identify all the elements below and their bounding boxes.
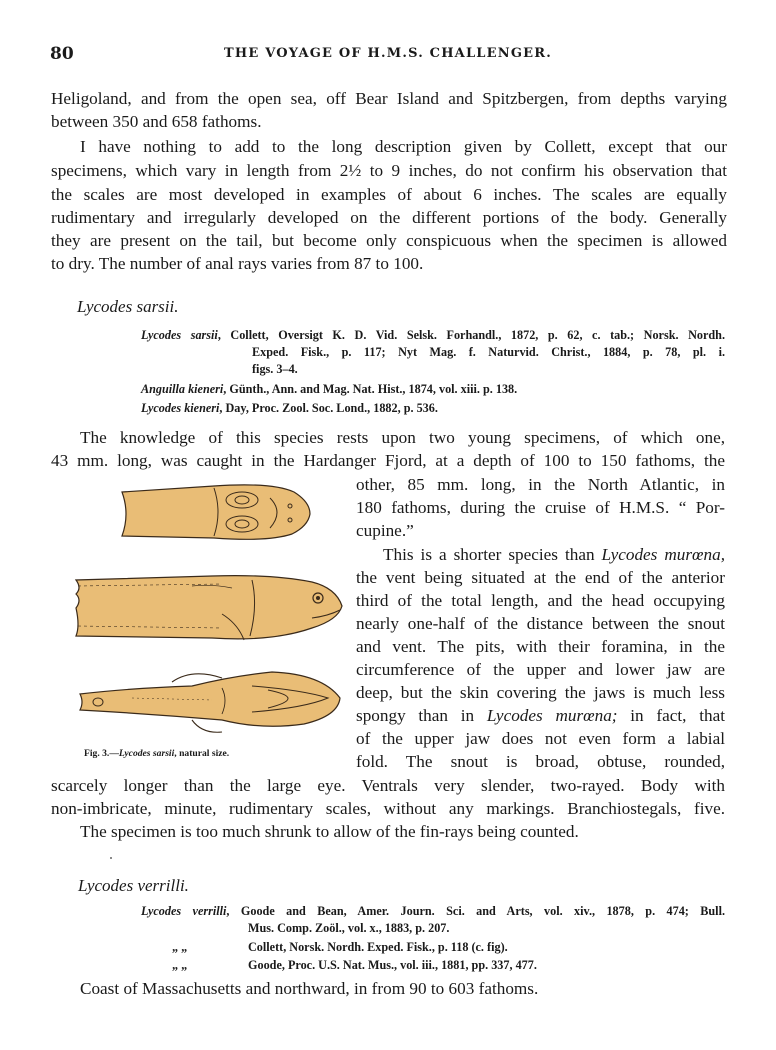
synonym-verrilli-2: Collett, Norsk. Nordh. Exped. Fisk., p. 118 (c. fig).: [248, 940, 508, 954]
sarsii-text-9: nearly one-half of the distance between the snout: [356, 614, 725, 633]
sarsii-text-17: non-imbricate, minute, rudimentary scales, without any markings. Branchiostegals, five.: [51, 799, 725, 818]
synonym-verrilli-1-cont: Mus. Comp. Zoöl., vol. x., 1883, p. 207.: [248, 921, 450, 935]
synonym-verrilli-1: [141, 902, 725, 920]
synonym-text: , Day, Proc. Zool. Soc. Lond., 1882, p. 536.: [219, 401, 438, 415]
sarsii-text-2: 43 mm. long, was caught in the Hardanger Fjord, at a depth of 100 to 150 fathoms, the: [51, 451, 725, 470]
sarsii-text-13i: Lycodes murœna;: [486, 706, 618, 725]
sarsii-text-7: the vent being situated at the end of the anterior: [356, 568, 725, 587]
synonym-verrilli-3: Goode, Proc. U.S. Nat. Mus., vol. iii., 1881, pp. 337, 477.: [248, 958, 537, 972]
sarsii-text-11: circumference of the upper and lower jaw are: [356, 660, 725, 679]
sarsii-text-4: 180 fathoms, during the cruise of H.M.S. “ Por-: [356, 498, 725, 517]
fraction-half: ½: [348, 161, 362, 180]
intro-line-4a: specimens, which vary in length from 2: [51, 161, 349, 180]
sarsii-text-5: cupine.”: [356, 521, 414, 540]
synonym-sarsii-1-cont: Exped. Fisk., p. 117; Nyt Mag. f. Naturvid. Christ., 1884, p. 78, pl. i.: [252, 345, 725, 359]
intro-line-4: [51, 160, 727, 182]
sarsii-text-12: deep, but the skin covering the jaws is much less: [356, 683, 725, 702]
sarsii-text-6: [383, 544, 725, 566]
sarsii-text-8: third of the total length, and the head occupying: [356, 591, 725, 610]
sarsii-text-18: The specimen is too much shrunk to allow of the fin-rays being counted.: [80, 822, 579, 841]
running-head: THE VOYAGE OF H.M.S. CHALLENGER.: [224, 46, 552, 61]
figure-caption: [84, 748, 229, 759]
synonym-text: , Goode and Bean, Amer. Journ. Sci. and Arts, vol. xiv., 1878, p. 474; Bull.: [226, 904, 726, 918]
synonym-sarsii-1-cont2: figs. 3–4.: [252, 362, 298, 376]
synonym-text: , Collett, Oversigt K. D. Vid. Selsk. Forhandl., 1872, p. 62, c. tab.; Norsk. Nordh.: [217, 328, 725, 342]
fish-dorsal-view: [122, 485, 310, 539]
intro-line-1: Heligoland, and from the open sea, off Bear Island and Spitzbergen, from depths varying: [51, 89, 727, 108]
verrilli-distribution: Coast of Massachusetts and northward, in from 90 to 603 fathoms.: [80, 979, 539, 998]
sarsii-text-14: of the upper jaw does not even form a labial: [356, 729, 725, 748]
sarsii-text-13b: in fact, that: [617, 706, 725, 725]
fish-figure: [72, 476, 348, 744]
sarsii-text-10: and vent. The pits, with their foramina, in the: [356, 637, 725, 656]
ditto-mark-2: „ „: [172, 958, 188, 972]
intro-line-4b: to 9 inches, do not confirm his observation that: [361, 161, 727, 180]
fish-ventral-view: [80, 672, 340, 732]
synonym-name: Lycodes sarsii: [141, 328, 218, 342]
caption-rest: , natural size.: [174, 748, 230, 759]
synonym-name: Anguilla kieneri: [141, 382, 224, 396]
intro-line-7: they are present on the tail, but become only conspicuous when the specimen is allowed: [51, 231, 727, 250]
caption-species: Lycodes sarsii: [118, 748, 175, 759]
sarsii-text-1: The knowledge of this species rests upon two young specimens, of which one,: [80, 428, 725, 447]
sarsii-text-6i: Lycodes murœna,: [601, 545, 725, 564]
species-heading-sarsii: Lycodes sarsii.: [77, 297, 179, 316]
synonym-name: Lycodes verrilli: [141, 904, 227, 918]
page-number: 80: [50, 44, 74, 64]
intro-line-6: rudimentary and irregularly developed on the different portions of the body. Generally: [51, 208, 727, 227]
synonym-name: Lycodes kieneri: [141, 401, 220, 415]
synonym-text: , Günth., Ann. and Mag. Nat. Hist., 1874, vol. xiii. p. 138.: [223, 382, 518, 396]
caption-fig: Fig. 3.—: [84, 748, 119, 759]
intro-line-8: to dry. The number of anal rays varies from 87 to 100.: [51, 254, 424, 273]
sarsii-text-6a: This is a shorter species than: [383, 545, 602, 564]
intro-line-3: I have nothing to add to the long description given by Collett, except that our: [80, 137, 727, 156]
ditto-mark-1: „ „: [172, 940, 188, 954]
fish-lateral-view: [76, 576, 342, 640]
sarsii-text-13: [356, 705, 725, 727]
synonym-sarsii-2: [141, 380, 517, 398]
sarsii-text-16: scarcely longer than the large eye. Ventrals very slender, two-rayed. Body with: [51, 776, 725, 795]
synonym-sarsii-3: [141, 399, 438, 417]
stray-mark: [110, 857, 112, 859]
sarsii-text-15: fold. The snout is broad, obtuse, rounded,: [356, 752, 725, 771]
synonym-sarsii-1: [141, 326, 725, 344]
intro-line-5: the scales are most developed in examples of about 6 inches. The scales are equally: [51, 185, 727, 204]
sarsii-text-13a: spongy than in: [356, 706, 487, 725]
intro-line-2: between 350 and 658 fathoms.: [51, 112, 262, 131]
species-heading-verrilli: Lycodes verrilli.: [78, 876, 189, 895]
sarsii-text-3: other, 85 mm. long, in the North Atlantic, in: [356, 475, 725, 494]
